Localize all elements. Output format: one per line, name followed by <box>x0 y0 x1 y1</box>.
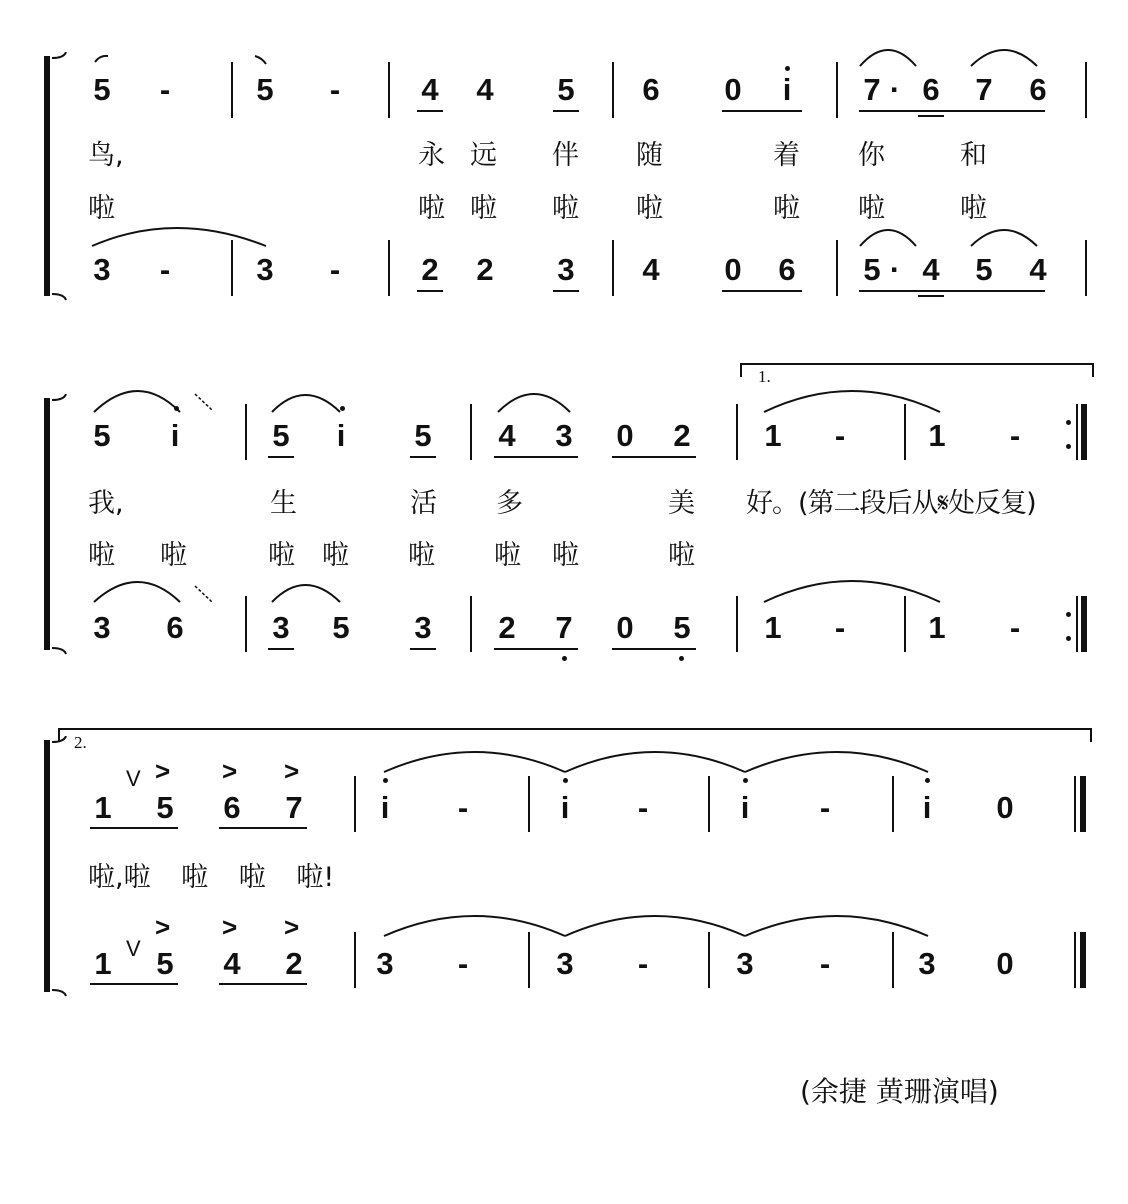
dash: - <box>159 252 171 287</box>
accent-icon: > <box>155 756 171 786</box>
accent-icon: > <box>222 756 238 786</box>
note: 5 <box>156 790 174 825</box>
note: 6 <box>223 790 241 825</box>
note: 4 <box>223 946 241 981</box>
note: 5 <box>93 418 111 453</box>
note: 3 <box>93 252 111 287</box>
note: 0 <box>724 72 742 107</box>
accent-icon: > <box>222 912 238 942</box>
dash: - <box>637 946 649 981</box>
lyric: 啦,啦 啦 啦 啦! <box>88 862 335 893</box>
note: i <box>380 790 390 825</box>
note: 2 <box>476 252 494 287</box>
rest: 0 <box>996 946 1014 981</box>
note: 5 <box>975 252 993 287</box>
note: 3 <box>918 946 936 981</box>
note: 1 <box>764 610 782 645</box>
note: 5 <box>93 72 111 107</box>
dash: - <box>1009 418 1021 453</box>
note: 5 <box>557 72 575 107</box>
rest: 0 <box>996 790 1014 825</box>
note: i <box>740 790 750 825</box>
note: 2 <box>673 418 691 453</box>
note: 3 <box>555 418 573 453</box>
lyric: 啦 <box>418 193 445 224</box>
lyric: 啦 <box>552 193 579 224</box>
note: 5 <box>863 252 881 287</box>
note: 0 <box>616 610 634 645</box>
note: i <box>560 790 570 825</box>
dash: - <box>457 946 469 981</box>
note: 5 <box>272 418 290 453</box>
note: 3 <box>272 610 290 645</box>
system-3-ties <box>0 700 1128 1020</box>
note: 7 <box>975 72 993 107</box>
volta-2-label: 2. <box>74 733 87 752</box>
lyric: 啦 <box>268 540 295 571</box>
repeat-instruction-text: 处反复) <box>948 488 1036 519</box>
note: 4 <box>421 72 439 107</box>
note: 4 <box>476 72 494 107</box>
note: 5 <box>673 610 691 645</box>
note: 3 <box>256 252 274 287</box>
note: 3 <box>557 252 575 287</box>
lyric: 啦 <box>88 540 115 571</box>
note: 0 <box>616 418 634 453</box>
note: 4 <box>642 252 660 287</box>
lyric: 啦 <box>636 193 663 224</box>
system-2-slurs <box>0 330 1128 670</box>
note: 3 <box>556 946 574 981</box>
note: 5 <box>156 946 174 981</box>
note: 2 <box>421 252 439 287</box>
breath-mark-icon: V <box>126 766 141 791</box>
dash: - <box>834 418 846 453</box>
lyric: 生 <box>270 488 297 519</box>
note: 7 <box>285 790 303 825</box>
note: 5 <box>414 418 432 453</box>
dash: - <box>834 610 846 645</box>
lyric: 永 <box>418 140 445 171</box>
dash: - <box>819 946 831 981</box>
lyric: 鸟, <box>88 140 124 171</box>
lyric: 啦 <box>88 193 115 224</box>
lyric: 美 <box>668 488 695 519</box>
note: 2 <box>498 610 516 645</box>
note: 4 <box>1029 252 1047 287</box>
lyric: 啦 <box>160 540 187 571</box>
dash: - <box>457 790 469 825</box>
volta-1-label: 1. <box>758 367 771 386</box>
note: 3 <box>376 946 394 981</box>
note: 6 <box>778 252 796 287</box>
accent-icon: > <box>155 912 171 942</box>
segno-icon: 𝄋 <box>937 488 949 519</box>
lyric: 啦 <box>668 540 695 571</box>
dash: - <box>159 72 171 107</box>
lyric: 啦 <box>408 540 435 571</box>
dot-rhythm: · <box>889 72 901 107</box>
note: 3 <box>93 610 111 645</box>
dash: - <box>819 790 831 825</box>
repeat-instruction-text: 好。(第二段后从 <box>746 488 938 519</box>
note: i <box>782 72 792 107</box>
performer-credit: (余捷 黄珊演唱) <box>800 1075 999 1108</box>
note: 3 <box>414 610 432 645</box>
breath-mark-icon: V <box>126 936 141 961</box>
lyric: 啦 <box>552 540 579 571</box>
note: i <box>336 418 346 453</box>
dash: - <box>637 790 649 825</box>
note: 1 <box>764 418 782 453</box>
note: 3 <box>736 946 754 981</box>
lyric: 啦 <box>858 193 885 224</box>
lyric: 啦 <box>960 193 987 224</box>
lyric: 啦 <box>773 193 800 224</box>
accent-icon: > <box>284 912 300 942</box>
note: 1 <box>94 790 112 825</box>
note: 1 <box>928 418 946 453</box>
lyric: 多 <box>496 488 523 519</box>
lyric: 啦 <box>494 540 521 571</box>
note: 5 <box>256 72 274 107</box>
note: 6 <box>922 72 940 107</box>
lyric: 我, <box>88 488 124 519</box>
note: 1 <box>94 946 112 981</box>
note: i <box>170 418 180 453</box>
note: 6 <box>642 72 660 107</box>
accent-icon: > <box>284 756 300 786</box>
note: 7 <box>863 72 881 107</box>
dash: - <box>1009 610 1021 645</box>
lyric: 啦 <box>322 540 349 571</box>
lyric: 和 <box>960 140 987 171</box>
dash: - <box>329 72 341 107</box>
lyric: 你 <box>858 140 885 171</box>
note: 6 <box>166 610 184 645</box>
note: 2 <box>285 946 303 981</box>
lyric: 伴 <box>552 140 579 171</box>
system-1-slurs <box>0 0 1128 320</box>
lyric: 活 <box>410 488 437 519</box>
lyric: 随 <box>636 140 663 171</box>
note: 5 <box>332 610 350 645</box>
note: 4 <box>922 252 940 287</box>
note: 1 <box>928 610 946 645</box>
note: 6 <box>1029 72 1047 107</box>
note: 0 <box>724 252 742 287</box>
lyric: 远 <box>470 140 497 171</box>
note: 4 <box>498 418 516 453</box>
dot-rhythm: · <box>889 252 901 287</box>
lyric: 啦 <box>470 193 497 224</box>
dash: - <box>329 252 341 287</box>
note: i <box>922 790 932 825</box>
note: 7 <box>555 610 573 645</box>
lyric: 着 <box>773 140 800 171</box>
